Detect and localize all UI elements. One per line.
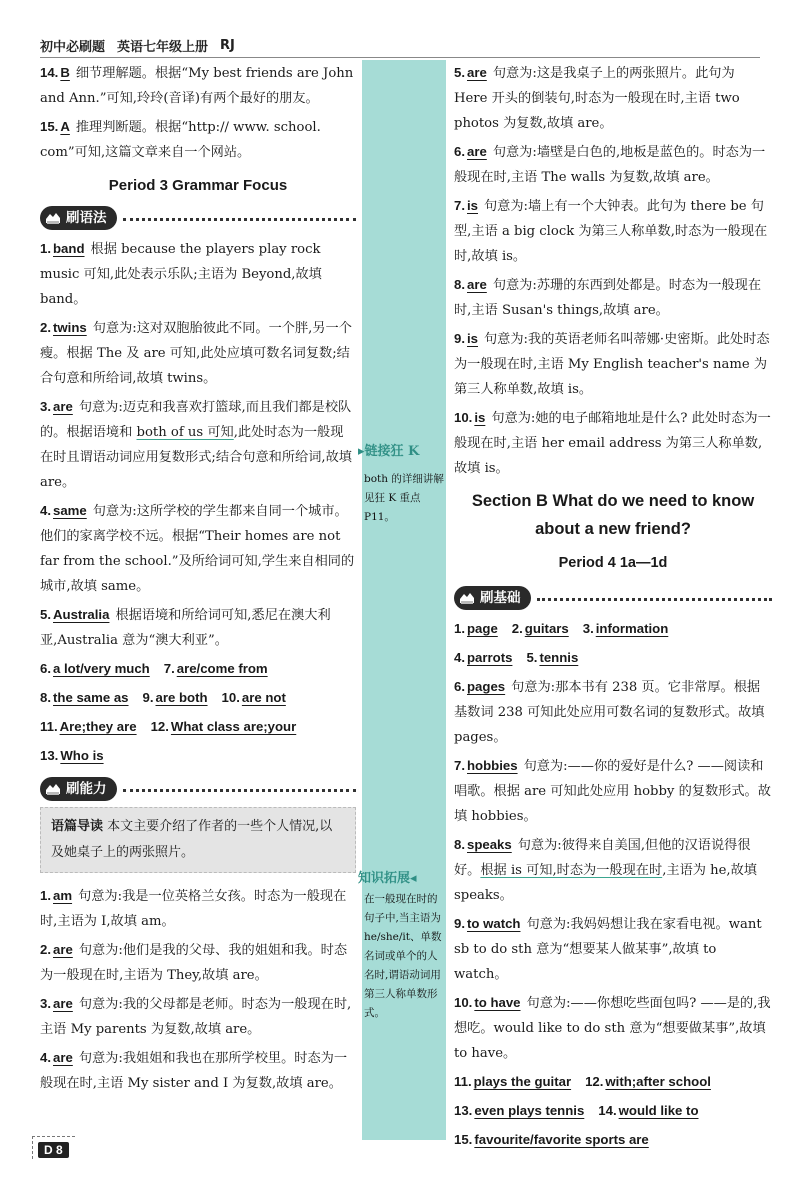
answer-key: pages xyxy=(467,679,506,694)
answer-key: band xyxy=(53,241,85,256)
answer-key: tennis xyxy=(539,650,579,665)
item-number: 14. xyxy=(598,1103,617,1118)
explanation: 细节理解题。根据“My best friends are John and Ann.”可知,玲玲(音译)有两个最好的朋友。 xyxy=(40,66,354,106)
book-name: 初中必刷题 xyxy=(40,39,106,55)
answer-item xyxy=(40,602,356,653)
answer-key: am xyxy=(53,888,73,903)
knowledge-note: 在一般现在时的句子中,当主语为 he/she/it、单数名词或单个的人名时,谓语动词用第三人称单数形式。 xyxy=(364,893,442,1019)
answer-key: is xyxy=(467,331,478,346)
item-number: 2. xyxy=(40,942,51,957)
answer-item xyxy=(40,114,356,165)
explanation: 句意为:我是一位英格兰女孩。时态为一般现在时,主语为 I,故填 am。 xyxy=(40,889,347,929)
link-note: both 的详细讲解见狂 K 重点 P11。 xyxy=(364,473,444,523)
explanation: ,主语为 he,故填 speaks。 xyxy=(454,863,757,903)
answer-key: parrots xyxy=(467,650,513,665)
ability-heading xyxy=(40,777,356,801)
explanation: 句意为:墙壁是白色的,地板是蓝色的。时态为一般现在时,主语 The walls 为复数,故填 are。 xyxy=(454,145,766,185)
answer-key: Who is xyxy=(60,748,104,763)
item-number: 11. xyxy=(454,1074,472,1089)
answer-item xyxy=(40,315,356,391)
grammar-pill xyxy=(40,206,117,230)
item-number: 4. xyxy=(454,650,465,665)
item-number: 3. xyxy=(40,399,51,414)
answer-key: is xyxy=(474,410,486,425)
explanation: 句意为:——你想吃些面包吗? ——是的,我想吃。would like to do sth 意为“想要做某事”,故填 to have。 xyxy=(454,996,771,1061)
right-items-b xyxy=(454,674,772,1066)
answer-key: are xyxy=(467,65,487,80)
answer-item xyxy=(40,937,356,988)
answer-row xyxy=(454,616,772,642)
answer-row xyxy=(454,1069,772,1095)
summary-text: 本文主要介绍了作者的一些个人情况,以及她桌子上的两张照片。 xyxy=(51,819,333,860)
reading-summary xyxy=(40,807,356,873)
answer-item xyxy=(454,911,772,987)
answer-item xyxy=(40,1045,356,1096)
explanation: 句意为:这所学校的学生都来自同一个城市。他们的家离学校不远。根据“Their homes are not far from the school.”及所给词可知,学生来自相同的城市,故填 same。 xyxy=(40,504,355,594)
answer-row xyxy=(40,656,356,682)
answer-key: to have xyxy=(474,995,521,1010)
edition: RJ xyxy=(220,37,235,53)
answer-key: B xyxy=(60,65,70,80)
explanation: 句意为:那本书有 238 页。它非常厚。根据基数词 238 可知此处应用可数名词的复数形式。故填 pages。 xyxy=(454,680,765,745)
answer-row xyxy=(40,743,356,769)
answer-key: speaks xyxy=(467,837,512,852)
ability-pill xyxy=(40,777,117,801)
item-number: 1. xyxy=(454,621,465,636)
answer-item xyxy=(454,60,772,136)
answer-key: with;after school xyxy=(605,1074,711,1089)
answer-item xyxy=(454,405,772,481)
answer-item xyxy=(40,883,356,934)
item-number: 6. xyxy=(454,144,465,159)
item-number: 3. xyxy=(40,996,51,1011)
item-number: 9. xyxy=(454,331,465,346)
answer-item xyxy=(454,272,772,323)
item-number: 3. xyxy=(582,621,594,636)
answer-item xyxy=(454,832,772,908)
item-number: 7. xyxy=(454,198,465,213)
answer-key: are xyxy=(53,1050,73,1065)
hand-book-icon xyxy=(44,781,62,797)
explanation: 根据语境和所给词可知,悉尼在澳大利亚,Australia 意为“澳大利亚”。 xyxy=(40,608,331,648)
item-number: 7. xyxy=(163,661,175,676)
item-number: 5. xyxy=(454,65,465,80)
answer-key: same xyxy=(53,503,87,518)
item-number: 6. xyxy=(454,679,465,694)
item-number: 5. xyxy=(40,607,51,622)
item-number: 11. xyxy=(40,719,58,734)
answer-item xyxy=(40,991,356,1042)
item-number: 9. xyxy=(454,916,465,931)
answer-key: the same as xyxy=(53,690,129,705)
item-number: 1. xyxy=(40,241,51,256)
basic-pill-label: 刷基础 xyxy=(480,589,521,606)
answer-key: is xyxy=(467,198,478,213)
sectionB-title: Section B What do we need to know about a new friend? xyxy=(471,492,755,538)
explanation: 句意为:她的电子邮箱地址是什么? 此处时态为一般现在时,主语 her email address 为第三人称单数,故填 is。 xyxy=(454,411,771,476)
item-number: 2. xyxy=(511,621,523,636)
right-items-a xyxy=(454,60,772,481)
item-number: 13. xyxy=(40,748,59,763)
left-top-items xyxy=(40,60,356,165)
answer-key: are not xyxy=(241,690,286,705)
answer-key: a lot/very much xyxy=(53,661,150,676)
item-number: 7. xyxy=(454,758,465,773)
basic-heading xyxy=(454,586,772,610)
answer-key: What class are;your xyxy=(170,719,297,734)
explanation: 句意为:我的父母都是老师。时态为一般现在时,主语 My parents 为复数,故填 are。 xyxy=(40,997,352,1037)
explanation: 句意为:迈克和我喜欢打篮球,而且我们都是校队的。根据语境和 xyxy=(40,400,352,440)
answer-key: are xyxy=(467,277,487,292)
item-number: 9. xyxy=(142,690,154,705)
grammar-answer-rows xyxy=(40,656,356,769)
grammar-pill-label: 刷语法 xyxy=(66,209,107,226)
answer-item xyxy=(454,193,772,269)
item-number: 12. xyxy=(585,1074,604,1089)
answer-key: guitars xyxy=(524,621,569,636)
dotted-rule xyxy=(123,789,357,792)
knowledge-tag: 知识拓展◂ xyxy=(358,871,417,886)
item-number: 13. xyxy=(454,1103,473,1118)
explanation: 句意为:苏珊的东西到处都是。时态为一般现在时,主语 Susan's things,故填 are。 xyxy=(454,278,762,318)
item-number: 15. xyxy=(454,1132,473,1147)
item-number: 10. xyxy=(454,410,473,425)
answer-item xyxy=(40,60,356,111)
item-number: 4. xyxy=(40,503,51,518)
answer-item xyxy=(40,236,356,312)
explanation: 句意为:彼得来自美国,但他的汉语说得很好。 xyxy=(454,838,751,878)
answer-key: plays the guitar xyxy=(473,1074,572,1089)
explanation: 句意为:我妈妈想让我在家看电视。want sb to do sth 意为“想要某人做某事”,故填 to watch。 xyxy=(454,917,762,982)
link-tag: ▸链接狂 K xyxy=(358,444,420,459)
item-number: 14. xyxy=(40,65,59,80)
page-number: D 8 xyxy=(38,1142,69,1158)
basic-pill xyxy=(454,586,531,610)
header-rule xyxy=(40,57,760,58)
answer-key: are xyxy=(467,144,487,159)
subject-name: 英语七年级上册 xyxy=(117,39,209,55)
answer-key: Are;they are xyxy=(59,719,137,734)
answer-key: even plays tennis xyxy=(474,1103,585,1118)
dotted-rule xyxy=(537,598,773,601)
period4-title: Period 4 1a—1d xyxy=(558,555,668,571)
item-number: 8. xyxy=(454,837,465,852)
ability-pill-label: 刷能力 xyxy=(66,780,107,797)
explanation: 句意为:这对双胞胎彼此不同。一个胖,另一个瘦。根据 The 及 are 可知,此处应填可数名词复数;结合句意和所给词,故填 twins。 xyxy=(40,321,352,386)
answer-item xyxy=(454,139,772,190)
answer-row xyxy=(454,1098,772,1124)
answer-key: are/come from xyxy=(176,661,268,676)
answer-key: are xyxy=(53,399,73,414)
right-answer-rows xyxy=(454,1069,772,1153)
period3-title: Period 3 Grammar Focus xyxy=(108,177,288,194)
explanation: 句意为:我的英语老师名叫蒂娜·史密斯。此处时态为一般现在时,主语 My English teacher's name 为第三人称单数,故填 is。 xyxy=(454,332,770,397)
answer-item xyxy=(40,394,356,495)
item-number: 10. xyxy=(221,690,240,705)
answer-key: page xyxy=(467,621,498,636)
explanation: 句意为:我姐姐和我也在那所学校里。时态为一般现在时,主语 My sister and I 为复数,故填 are。 xyxy=(40,1051,348,1091)
running-header xyxy=(40,35,235,55)
answer-key: are xyxy=(53,942,73,957)
answer-item xyxy=(454,326,772,402)
left-column xyxy=(40,60,356,1099)
answer-key: are both xyxy=(155,690,208,705)
hand-book-icon xyxy=(458,590,476,606)
answer-item xyxy=(454,674,772,750)
explanation: 句意为:墙上有一个大钟表。此句为 there be 句型,主语 a big clock 为第三人称单数,时态为一般现在时,故填 is。 xyxy=(454,199,768,264)
explanation: 推理判断题。根据“http:// www. school. com”可知,这篇文章来自一个网站。 xyxy=(40,120,321,160)
item-number: 15. xyxy=(40,119,59,134)
answer-key: information xyxy=(595,621,669,636)
dotted-rule xyxy=(123,218,357,221)
answer-key: are xyxy=(53,996,73,1011)
item-number: 4. xyxy=(40,1050,51,1065)
answer-key: hobbies xyxy=(467,758,518,773)
answer-key: would like to xyxy=(618,1103,699,1118)
item-number: 10. xyxy=(454,995,473,1010)
item-number: 8. xyxy=(454,277,465,292)
explanation: 句意为:——你的爱好是什么? ——阅读和唱歌。根据 are 可知此处应用 hobby 的复数形式。故填 hobbies。 xyxy=(454,759,771,824)
explanation: ,此处时态为一般现在时且谓语动词应用复数形式;结合句意和所给词,故填 are。 xyxy=(40,425,352,490)
answer-row xyxy=(40,685,356,711)
item-number: 8. xyxy=(40,690,51,705)
answer-key: to watch xyxy=(467,916,521,931)
answer-key: favourite/favorite sports are xyxy=(474,1132,649,1147)
answer-row xyxy=(454,1127,772,1153)
highlighted-phrase: both of us 可知 xyxy=(136,425,234,440)
highlighted-phrase: 根据 is 可知,时态为一般现在时 xyxy=(480,863,663,878)
grammar-heading xyxy=(40,206,356,230)
answer-item xyxy=(454,990,772,1066)
answer-key: twins xyxy=(53,320,87,335)
explanation: 句意为:这是我桌子上的两张照片。此句为 Here 开头的倒装句,时态为一般现在时,主语 two photos 为复数,故填 are。 xyxy=(454,66,740,131)
explanation: 句意为:他们是我的父母、我的姐姐和我。时态为一般现在时,主语为 They,故填 are。 xyxy=(40,943,348,983)
answer-item xyxy=(454,753,772,829)
answer-row xyxy=(40,714,356,740)
right-column xyxy=(454,60,772,1156)
basic-answer-rows xyxy=(454,616,772,671)
grammar-items xyxy=(40,236,356,653)
answer-key: Australia xyxy=(53,607,110,622)
explanation: 根据 because the players play rock music 可知,此处表示乐队;主语为 Beyond,故填 band。 xyxy=(40,242,322,307)
hand-book-icon xyxy=(44,210,62,226)
item-number: 6. xyxy=(40,661,51,676)
answer-row xyxy=(454,645,772,671)
ability-items xyxy=(40,883,356,1096)
answer-key: A xyxy=(60,119,70,134)
summary-lead: 语篇导读 xyxy=(51,819,104,834)
item-number: 12. xyxy=(150,719,169,734)
answer-item xyxy=(40,498,356,599)
item-number: 1. xyxy=(40,888,51,903)
item-number: 2. xyxy=(40,320,51,335)
item-number: 5. xyxy=(526,650,538,665)
